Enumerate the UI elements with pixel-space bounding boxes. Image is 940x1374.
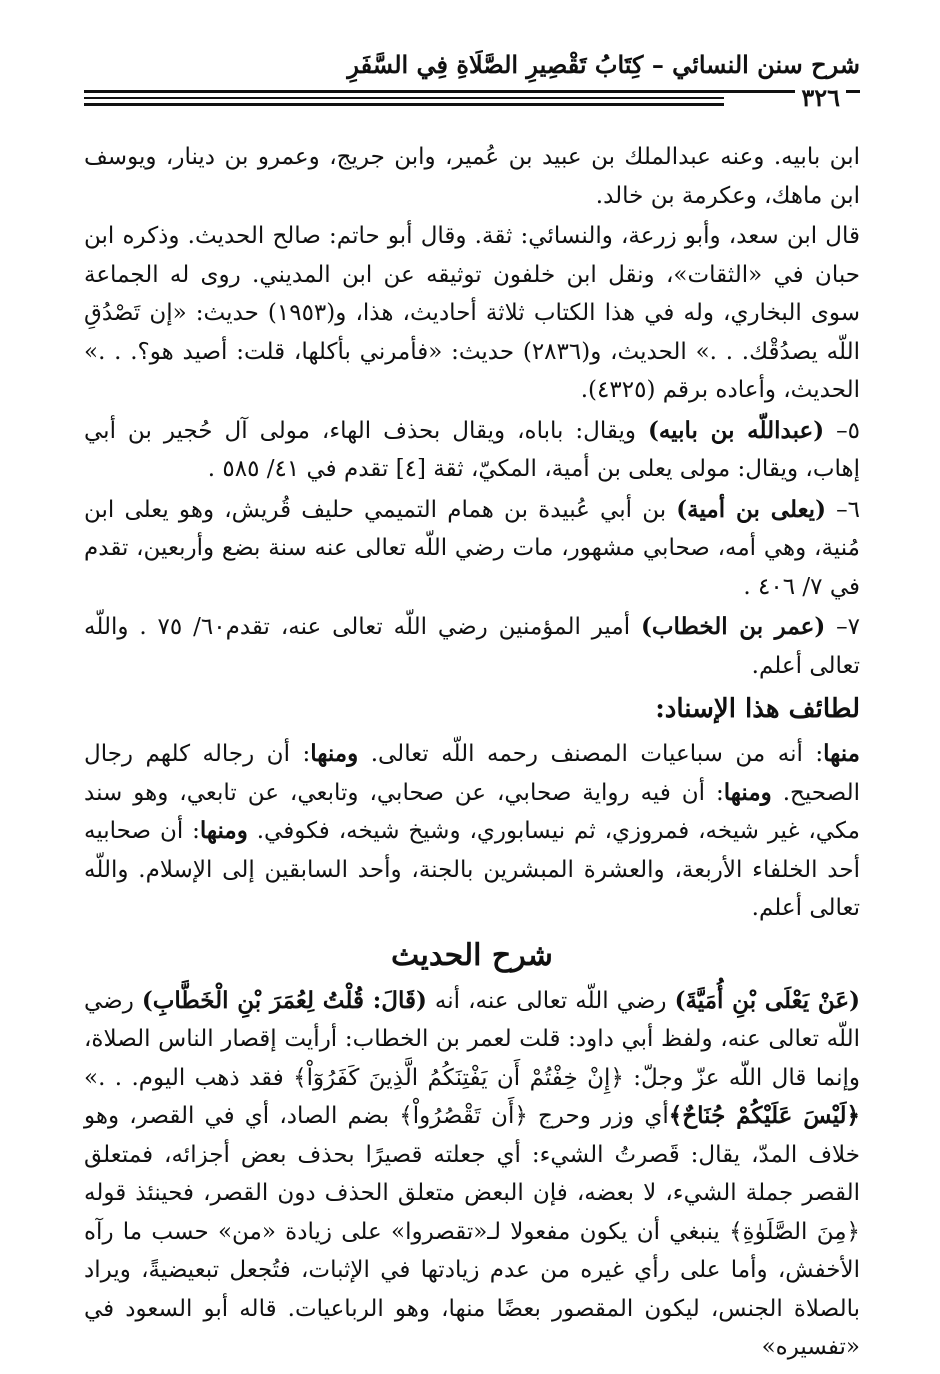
narrator-number: ٥–: [824, 417, 860, 444]
lataif-heading: لطائف هذا الإسناد:: [655, 694, 860, 724]
narrator-name: (عبداللّه بن بابيه): [647, 416, 825, 444]
sharh-text: أي وزر وحرج ﴿أَن تَقْصُرُواْ﴾ بضم الصاد، أي في القصر، وهو خلاف المدّ، يقال: قَصرتُ الشيء: أي جعلته قصيرًا بحذف بعض أجزائه، فمتعلق القصر جملة الشيء، لا بعضه، فإن البعض متعلق الحذف دون القصر، فحينئذ قوله ﴿مِنَ الصَّلَوٰةِ﴾ ينبغي أن يكون مفعولا لـ«تقصروا» على زيادة «من» حسب ما رآه الأخفش، وأما على رأي غيره من عدم زيادتها في الإثبات، فتُجعل تبعيضيةً، ويراد بالصلاة الجنس، ليكون المقصور بعضًا منها، وهو الرباعيات. قاله أبو السعود في «تفسيره»: [84, 1103, 860, 1360]
sharh-paragraph: [84, 982, 860, 1367]
narrator-entry-7: [84, 608, 860, 685]
hadith-quote: (قَالَ: قُلْتُ لِعُمَرَ بْنِ الْخَطَّابِ): [141, 986, 427, 1014]
hadith-quote: (عَنْ يَعْلَى بْنِ أُمَيَّةَ): [674, 986, 860, 1014]
narrator-description: بن أبي عُبيدة بن همام التميمي حليف قُريش، وهو يعلى ابن مُنية، وهي أمه، صحابي مشهور، مات رضي اللّه تعالى عنه سنة بضع وأربعين، تقدم في ٧/ ٤٠٦ .: [84, 496, 860, 600]
lataif-paragraph: [84, 735, 860, 928]
lataif-text: : أن فيه رواية صحابي، عن صحابي، وتابعي، عن تابعي، وهو سند مكي، غير شيخه، فمروزي، ثم نيسابوري، وشيخ شيخه، فكوفي.: [84, 779, 860, 844]
narrator-entry-5: [84, 412, 860, 489]
sharh-text: رضي اللّه تعالى عنه، أنه: [426, 987, 675, 1014]
lataif-text: : أن صحابيه أحد الخلفاء الأربعة، والعشرة المبشرين بالجنة، وأحد السابقين إلى الإسلام. واللّه تعالى أعلم.: [84, 818, 860, 921]
lataif-keyword: ومنها: [310, 740, 359, 767]
header-rule-middle: [84, 97, 724, 99]
sharh-heading: شرح الحديث: [391, 937, 553, 973]
paragraph-narrator-continuation: ابن بابيه. وعنه عبدالملك بن عبيد بن عُمير، وابن جريج، وعمرو بن دينار، ويوسف ابن ماهك، وعكرمة بن خالد.: [84, 144, 860, 209]
lataif-keyword: ومنها: [723, 778, 772, 806]
paragraph-narrator-grading: قال ابن سعد، وأبو زرعة، والنسائي: ثقة. وقال أبو حاتم: صالح الحديث. وذكره ابن حبان في «الثقات»، ونقل ابن خلفون توثيقه عن ابن المديني. روى له الجماعة سوى البخاري، وله في هذا الكتاب ثلاثة أحاديث، هذا، و(١٩٥٣) حديث: «إن تَصْدُقِ اللّه يصدُقْك. . .» الحديث، و(٢٨٣٦) حديث: «فأمرني بأكلها، قلت: أصيد هو؟. . .» الحديث، وأعاده برقم (٤٣٢٥).: [84, 223, 860, 403]
lataif-keyword: ومنها: [199, 817, 248, 844]
narrator-description: ويقال: باباه، ويقال بحذف الهاء، مولى آل حُجير بن أبي إهاب، ويقال: مولى يعلى بن أمية، المكيّ، ثقة [٤] تقدم في ٤١/ ٥٨٥ .: [84, 417, 860, 482]
running-title: شرح سنن النسائي – كِتَابُ تَقْصِيرِ الصَّلَاةِ فِي السَّفَرِ: [347, 50, 860, 79]
page-number: ٣٢٦: [795, 83, 846, 112]
narrator-name: (يعلى بن أمية): [676, 495, 826, 523]
narrator-name: (عمر بن الخطاب): [640, 613, 826, 640]
header-rule-top: [84, 90, 860, 93]
quran-quote: ﴿لَيْسَ عَلَيْكُمْ جُنَاحٌ﴾: [668, 1102, 860, 1129]
lataif-text: : أنه من سباعيات المصنف رحمه اللّه تعالى.: [358, 741, 824, 767]
narrator-description: أمير المؤمنين رضي اللّه تعالى عنه، تقدم٦٠/ ٧٥ . واللّه تعالى أعلم.: [84, 614, 860, 679]
header-rule-bottom: [84, 103, 724, 106]
sharh-text: رضي اللّه تعالى عنه، ولفظ أبي داود: قلت لعمر بن الخطاب: أرأيت إقصار الناس الصلاة، وإنما قال اللّه عزّ وجلّ: ﴿إِنْ خِفْتُمْ أَن يَفْتِنَكُمُ الَّذِينَ كَفَرُوٓاْ﴾ فقد ذهب اليوم. . .»: [84, 987, 860, 1091]
page-body: [84, 138, 860, 1367]
lataif-text: : أن رجاله كلهم رجال الصحيح.: [84, 741, 860, 806]
narrator-number: ٦–: [825, 496, 861, 523]
narrator-number: ٧–: [825, 614, 861, 640]
lataif-keyword: منها: [823, 740, 860, 767]
narrator-entry-6: [84, 491, 860, 607]
